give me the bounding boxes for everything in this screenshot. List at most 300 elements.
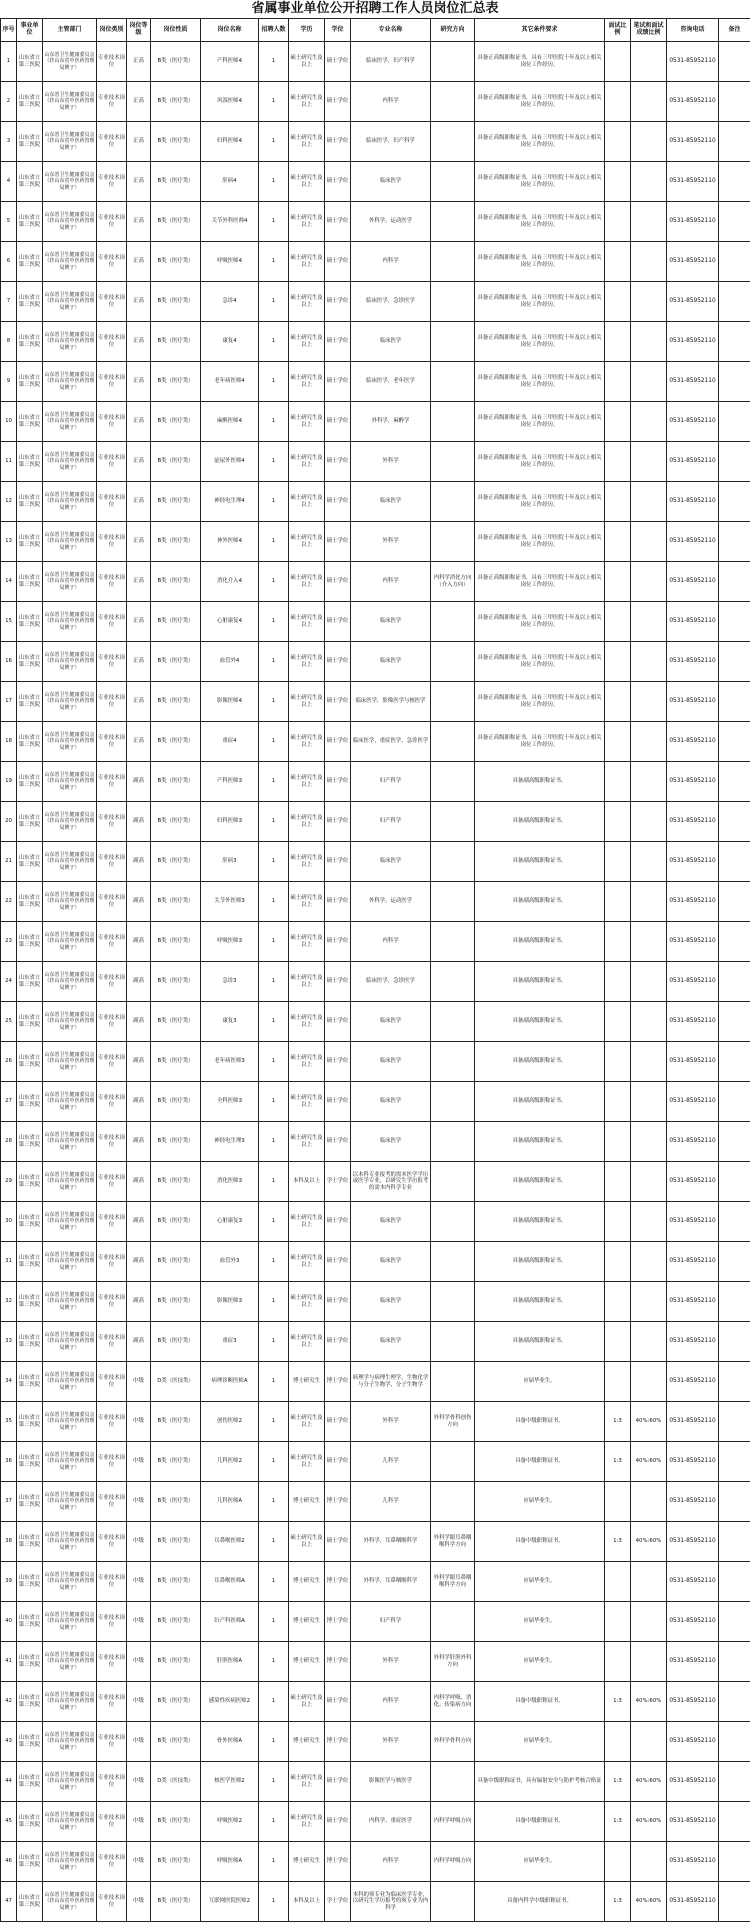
hire-count: 1 <box>259 1682 289 1722</box>
score-ratio <box>631 762 667 802</box>
education: 硕士研究生及以上 <box>289 1402 325 1442</box>
post-name: 妇产科医师A <box>201 1602 259 1642</box>
row-number: 42 <box>1 1682 17 1722</box>
hire-count: 1 <box>259 162 289 202</box>
score-ratio <box>631 802 667 842</box>
research-direction <box>431 482 475 522</box>
post-name: 产科医师3 <box>201 762 259 802</box>
department: 山东省卫生健康委员会（挂山东省中医药管理局牌子） <box>43 1002 97 1042</box>
hire-count: 1 <box>259 1042 289 1082</box>
research-direction <box>431 602 475 642</box>
post-level: 正高 <box>127 682 151 722</box>
major-name: 外科学，运动医学 <box>351 202 431 242</box>
post-level: 正高 <box>127 362 151 402</box>
education: 硕士研究生及以上 <box>289 1762 325 1802</box>
post-name: 呼吸医师A <box>201 1842 259 1882</box>
hire-count: 1 <box>259 322 289 362</box>
row-number: 24 <box>1 962 17 1002</box>
post-nature: B类（医疗类） <box>151 322 201 362</box>
degree: 学士学位 <box>325 1162 351 1202</box>
row-number: 46 <box>1 1842 17 1882</box>
header-cell: 学位 <box>325 19 351 42</box>
contact-phone: 0531-85952110 <box>667 1362 719 1402</box>
remark <box>719 1162 750 1202</box>
post-nature: B类（医疗类） <box>151 842 201 882</box>
education: 硕士研究生及以上 <box>289 882 325 922</box>
remark <box>719 42 750 82</box>
other-requirements: 应届毕业生。 <box>475 1722 605 1762</box>
interview-ratio <box>605 442 631 482</box>
contact-phone: 0531-85952110 <box>667 202 719 242</box>
post-level: 副高 <box>127 962 151 1002</box>
header-cell: 研究方向 <box>431 19 475 42</box>
department: 山东省卫生健康委员会（挂山东省中医药管理局牌子） <box>43 962 97 1002</box>
research-direction <box>431 1762 475 1802</box>
research-direction: 外科学骨科创伤方向 <box>431 1402 475 1442</box>
unit-name: 山东省立第三医院 <box>17 402 43 442</box>
score-ratio <box>631 1642 667 1682</box>
education: 硕士研究生及以上 <box>289 842 325 882</box>
post-name: 妇科医师4 <box>201 122 259 162</box>
score-ratio <box>631 1322 667 1362</box>
row-number: 9 <box>1 362 17 402</box>
major-name: 内科学 <box>351 82 431 122</box>
other-requirements: 具备正高级职称证书，具有三甲医院十年及以上相关岗位工作经历。 <box>475 482 605 522</box>
row-number: 20 <box>1 802 17 842</box>
score-ratio <box>631 122 667 162</box>
research-direction <box>431 1602 475 1642</box>
degree: 博士学位 <box>325 1602 351 1642</box>
row-number: 12 <box>1 482 17 522</box>
department: 山东省卫生健康委员会（挂山东省中医药管理局牌子） <box>43 362 97 402</box>
post-nature: B类（医疗类） <box>151 1882 201 1922</box>
contact-phone: 0531-85952110 <box>667 602 719 642</box>
contact-phone: 0531-85952110 <box>667 1562 719 1602</box>
unit-name: 山东省立第三医院 <box>17 682 43 722</box>
post-nature: B类（医疗类） <box>151 1842 201 1882</box>
post-nature: B类（医疗类） <box>151 682 201 722</box>
contact-phone: 0531-85952110 <box>667 1882 719 1922</box>
interview-ratio <box>605 602 631 642</box>
department: 山东省卫生健康委员会（挂山东省中医药管理局牌子） <box>43 922 97 962</box>
degree: 博士学位 <box>325 1842 351 1882</box>
post-level: 中级 <box>127 1482 151 1522</box>
degree: 硕士学位 <box>325 922 351 962</box>
post-name: 关节外医师3 <box>201 882 259 922</box>
major-name: 内科学，重症医学 <box>351 1802 431 1842</box>
major-name: 外科学，耳鼻咽喉科学 <box>351 1562 431 1602</box>
post-nature: B类（医疗类） <box>151 1242 201 1282</box>
research-direction <box>431 242 475 282</box>
post-level: 中级 <box>127 1882 151 1922</box>
post-level: 副高 <box>127 1042 151 1082</box>
other-requirements: 具备副高级职称证书。 <box>475 1322 605 1362</box>
contact-phone: 0531-85952110 <box>667 722 719 762</box>
post-nature: B类（医疗类） <box>151 1202 201 1242</box>
row-number: 30 <box>1 1202 17 1242</box>
research-direction <box>431 1162 475 1202</box>
unit-name: 山东省立第三医院 <box>17 362 43 402</box>
table-row <box>1 922 750 962</box>
header-cell: 备注 <box>719 19 750 42</box>
row-number: 25 <box>1 1002 17 1042</box>
other-requirements: 具备副高级职称证书。 <box>475 1002 605 1042</box>
degree: 硕士学位 <box>325 1122 351 1162</box>
post-category: 专业技术岗位 <box>97 122 127 162</box>
post-level: 正高 <box>127 122 151 162</box>
remark <box>719 1322 750 1362</box>
score-ratio <box>631 322 667 362</box>
header-cell: 学历 <box>289 19 325 42</box>
row-number: 31 <box>1 1242 17 1282</box>
table-row <box>1 722 750 762</box>
post-category: 专业技术岗位 <box>97 1762 127 1802</box>
post-level: 中级 <box>127 1722 151 1762</box>
table-row <box>1 962 750 1002</box>
hire-count: 1 <box>259 1802 289 1842</box>
degree: 硕士学位 <box>325 1082 351 1122</box>
other-requirements: 具备正高级职称证书，具有三甲医院十年及以上相关岗位工作经历。 <box>475 522 605 562</box>
research-direction: 内科学呼吸、消化、传染病方向 <box>431 1682 475 1722</box>
contact-phone: 0531-85952110 <box>667 1602 719 1642</box>
post-nature: B类（医疗类） <box>151 922 201 962</box>
table-row <box>1 1202 750 1242</box>
hire-count: 1 <box>259 402 289 442</box>
major-name: 临床医学 <box>351 162 431 202</box>
post-nature: B类（医疗类） <box>151 1162 201 1202</box>
header-cell: 咨询电话 <box>667 19 719 42</box>
contact-phone: 0531-85952110 <box>667 1482 719 1522</box>
interview-ratio <box>605 1562 631 1602</box>
post-name: 关节外科医师4 <box>201 202 259 242</box>
interview-ratio: 1:3 <box>605 1882 631 1922</box>
major-name: 临床医学 <box>351 602 431 642</box>
remark <box>719 82 750 122</box>
education: 硕士研究生及以上 <box>289 1082 325 1122</box>
row-number: 47 <box>1 1882 17 1922</box>
degree: 硕士学位 <box>325 882 351 922</box>
hire-count: 1 <box>259 1522 289 1562</box>
hire-count: 1 <box>259 482 289 522</box>
other-requirements: 具备正高级职称证书，具有三甲医院十年及以上相关岗位工作经历。 <box>475 42 605 82</box>
post-name: 心脏康复3 <box>201 1202 259 1242</box>
hire-count: 1 <box>259 962 289 1002</box>
hire-count: 1 <box>259 602 289 642</box>
post-name: 血管外3 <box>201 1242 259 1282</box>
unit-name: 山东省立第三医院 <box>17 1762 43 1802</box>
education: 硕士研究生及以上 <box>289 482 325 522</box>
education: 硕士研究生及以上 <box>289 202 325 242</box>
row-number: 18 <box>1 722 17 762</box>
department: 山东省卫生健康委员会（挂山东省中医药管理局牌子） <box>43 242 97 282</box>
post-level: 正高 <box>127 482 151 522</box>
contact-phone: 0531-85952110 <box>667 882 719 922</box>
header-cell: 面试比例 <box>605 19 631 42</box>
major-name: 影像医学与核医学 <box>351 1762 431 1802</box>
hire-count: 1 <box>259 42 289 82</box>
other-requirements: 应届毕业生。 <box>475 1482 605 1522</box>
row-number: 40 <box>1 1602 17 1642</box>
other-requirements: 具备副高级职称证书。 <box>475 1122 605 1162</box>
table-row <box>1 1122 750 1162</box>
unit-name: 山东省立第三医院 <box>17 962 43 1002</box>
contact-phone: 0531-85952110 <box>667 1282 719 1322</box>
other-requirements: 应届毕业生。 <box>475 1642 605 1682</box>
unit-name: 山东省立第三医院 <box>17 122 43 162</box>
score-ratio <box>631 962 667 1002</box>
degree: 硕士学位 <box>325 482 351 522</box>
interview-ratio: 1:3 <box>605 1522 631 1562</box>
degree: 硕士学位 <box>325 162 351 202</box>
interview-ratio <box>605 282 631 322</box>
row-number: 27 <box>1 1082 17 1122</box>
research-direction <box>431 202 475 242</box>
interview-ratio <box>605 1042 631 1082</box>
post-name: 呼吸医师2 <box>201 1802 259 1842</box>
unit-name: 山东省立第三医院 <box>17 82 43 122</box>
unit-name: 山东省立第三医院 <box>17 282 43 322</box>
post-name: 泌尿外医师4 <box>201 442 259 482</box>
department: 山东省卫生健康委员会（挂山东省中医药管理局牌子） <box>43 1762 97 1802</box>
row-number: 7 <box>1 282 17 322</box>
contact-phone: 0531-85952110 <box>667 762 719 802</box>
score-ratio <box>631 42 667 82</box>
interview-ratio <box>605 762 631 802</box>
other-requirements: 具备正高级职称证书，具有三甲医院十年及以上相关岗位工作经历。 <box>475 642 605 682</box>
research-direction <box>431 1002 475 1042</box>
row-number: 8 <box>1 322 17 362</box>
contact-phone: 0531-85952110 <box>667 1442 719 1482</box>
table-row <box>1 482 750 522</box>
remark <box>719 842 750 882</box>
score-ratio <box>631 82 667 122</box>
header-cell: 事业单位 <box>17 19 43 42</box>
unit-name: 山东省立第三医院 <box>17 1122 43 1162</box>
post-name: 影像医师3 <box>201 1282 259 1322</box>
interview-ratio <box>605 42 631 82</box>
row-number: 23 <box>1 922 17 962</box>
contact-phone: 0531-85952110 <box>667 1322 719 1362</box>
education: 博士研究生 <box>289 1602 325 1642</box>
post-level: 正高 <box>127 82 151 122</box>
education: 博士研究生 <box>289 1842 325 1882</box>
degree: 硕士学位 <box>325 1002 351 1042</box>
table-row <box>1 1242 750 1282</box>
score-ratio <box>631 1082 667 1122</box>
table-row <box>1 882 750 922</box>
interview-ratio <box>605 1242 631 1282</box>
post-nature: B类（医疗类） <box>151 1322 201 1362</box>
contact-phone: 0531-85952110 <box>667 482 719 522</box>
other-requirements: 具备正高级职称证书，具有三甲医院十年及以上相关岗位工作经历。 <box>475 82 605 122</box>
score-ratio <box>631 482 667 522</box>
research-direction <box>431 922 475 962</box>
contact-phone: 0531-85952110 <box>667 122 719 162</box>
degree: 硕士学位 <box>325 122 351 162</box>
unit-name: 山东省立第三医院 <box>17 922 43 962</box>
score-ratio <box>631 202 667 242</box>
other-requirements: 具备正高级职称证书，具有三甲医院十年及以上相关岗位工作经历。 <box>475 362 605 402</box>
other-requirements: 具备正高级职称证书，具有三甲医院十年及以上相关岗位工作经历。 <box>475 602 605 642</box>
other-requirements: 具备正高级职称证书，具有三甲医院十年及以上相关岗位工作经历。 <box>475 162 605 202</box>
other-requirements: 具备副高级职称证书。 <box>475 842 605 882</box>
interview-ratio <box>605 162 631 202</box>
post-nature: B类（医疗类） <box>151 1722 201 1762</box>
post-name: 呼吸医师4 <box>201 242 259 282</box>
contact-phone: 0531-85952110 <box>667 242 719 282</box>
contact-phone: 0531-85952110 <box>667 1842 719 1882</box>
other-requirements: 具备内科学中级职称证书。 <box>475 1882 605 1922</box>
department: 山东省卫生健康委员会（挂山东省中医药管理局牌子） <box>43 1802 97 1842</box>
post-category: 专业技术岗位 <box>97 1442 127 1482</box>
score-ratio <box>631 642 667 682</box>
department: 山东省卫生健康委员会（挂山东省中医药管理局牌子） <box>43 1322 97 1362</box>
post-level: 副高 <box>127 802 151 842</box>
unit-name: 山东省立第三医院 <box>17 1562 43 1602</box>
contact-phone: 0531-85952110 <box>667 1162 719 1202</box>
hire-count: 1 <box>259 722 289 762</box>
education: 硕士研究生及以上 <box>289 1682 325 1722</box>
post-category: 专业技术岗位 <box>97 362 127 402</box>
header-cell: 专业名称 <box>351 19 431 42</box>
unit-name: 山东省立第三医院 <box>17 1802 43 1842</box>
interview-ratio <box>605 1722 631 1762</box>
hire-count: 1 <box>259 1602 289 1642</box>
row-number: 15 <box>1 602 17 642</box>
major-name: 临床医学 <box>351 322 431 362</box>
contact-phone: 0531-85952110 <box>667 522 719 562</box>
post-category: 专业技术岗位 <box>97 762 127 802</box>
post-level: 中级 <box>127 1682 151 1722</box>
post-nature: B类（医疗类） <box>151 1682 201 1722</box>
score-ratio <box>631 1282 667 1322</box>
research-direction <box>431 722 475 762</box>
post-category: 专业技术岗位 <box>97 1682 127 1722</box>
post-level: 正高 <box>127 242 151 282</box>
remark <box>719 1682 750 1722</box>
education: 博士研究生 <box>289 1642 325 1682</box>
hire-count: 1 <box>259 1082 289 1122</box>
row-number: 38 <box>1 1522 17 1562</box>
post-name: 互联网医院医师2 <box>201 1882 259 1922</box>
remark <box>719 362 750 402</box>
post-level: 副高 <box>127 922 151 962</box>
table-row <box>1 402 750 442</box>
education: 硕士研究生及以上 <box>289 802 325 842</box>
post-level: 正高 <box>127 722 151 762</box>
hire-count: 1 <box>259 882 289 922</box>
post-category: 专业技术岗位 <box>97 682 127 722</box>
hire-count: 1 <box>259 1362 289 1402</box>
score-ratio: 40%:60% <box>631 1762 667 1802</box>
score-ratio <box>631 1482 667 1522</box>
contact-phone: 0531-85952110 <box>667 1042 719 1082</box>
contact-phone: 0531-85952110 <box>667 1802 719 1842</box>
major-name: 临床医学，影像医学与核医学 <box>351 682 431 722</box>
score-ratio <box>631 882 667 922</box>
hire-count: 1 <box>259 1162 289 1202</box>
degree: 硕士学位 <box>325 962 351 1002</box>
row-number: 16 <box>1 642 17 682</box>
hire-count: 1 <box>259 522 289 562</box>
unit-name: 山东省立第三医院 <box>17 1482 43 1522</box>
post-category: 专业技术岗位 <box>97 842 127 882</box>
major-name: 外科学，麻醉学 <box>351 402 431 442</box>
score-ratio <box>631 1122 667 1162</box>
unit-name: 山东省立第三医院 <box>17 522 43 562</box>
department: 山东省卫生健康委员会（挂山东省中医药管理局牌子） <box>43 1202 97 1242</box>
header-cell: 笔试和面试成绩比例 <box>631 19 667 42</box>
department: 山东省卫生健康委员会（挂山东省中医药管理局牌子） <box>43 122 97 162</box>
remark <box>719 1762 750 1802</box>
education: 硕士研究生及以上 <box>289 1242 325 1282</box>
table-row <box>1 1002 750 1042</box>
degree: 硕士学位 <box>325 602 351 642</box>
remark <box>719 1882 750 1922</box>
score-ratio <box>631 1362 667 1402</box>
degree: 硕士学位 <box>325 1442 351 1482</box>
post-category: 专业技术岗位 <box>97 1402 127 1442</box>
post-category: 专业技术岗位 <box>97 1722 127 1762</box>
post-nature: B类（医疗类） <box>151 802 201 842</box>
post-name: 儿科医师2 <box>201 1442 259 1482</box>
table-row <box>1 682 750 722</box>
table-row <box>1 202 750 242</box>
post-nature: B类（医疗类） <box>151 82 201 122</box>
major-name: 临床医学 <box>351 1042 431 1082</box>
unit-name: 山东省立第三医院 <box>17 602 43 642</box>
score-ratio <box>631 1042 667 1082</box>
post-name: 全科医师3 <box>201 1082 259 1122</box>
hire-count: 1 <box>259 1322 289 1362</box>
score-ratio <box>631 362 667 402</box>
major-name: 以本科专业报考的需本医学学历或医学专业，以研究生学历报考的需本内科学专业 <box>351 1162 431 1202</box>
post-category: 专业技术岗位 <box>97 242 127 282</box>
education: 硕士研究生及以上 <box>289 962 325 1002</box>
interview-ratio: 1:3 <box>605 1442 631 1482</box>
research-direction <box>431 522 475 562</box>
other-requirements: 具备正高级职称证书，具有三甲医院十年及以上相关岗位工作经历。 <box>475 122 605 162</box>
education: 硕士研究生及以上 <box>289 242 325 282</box>
post-level: 副高 <box>127 1082 151 1122</box>
post-nature: B类（医疗类） <box>151 1602 201 1642</box>
row-number: 21 <box>1 842 17 882</box>
post-level: 副高 <box>127 882 151 922</box>
degree: 硕士学位 <box>325 1802 351 1842</box>
post-name: 肝胆医师A <box>201 1642 259 1682</box>
education: 硕士研究生及以上 <box>289 322 325 362</box>
interview-ratio <box>605 122 631 162</box>
post-name: 神经电生理3 <box>201 1122 259 1162</box>
unit-name: 山东省立第三医院 <box>17 42 43 82</box>
hire-count: 1 <box>259 842 289 882</box>
education: 硕士研究生及以上 <box>289 602 325 642</box>
contact-phone: 0531-85952110 <box>667 922 719 962</box>
research-direction: 外科学肝胆外科方向 <box>431 1642 475 1682</box>
table-row <box>1 1762 750 1802</box>
other-requirements: 具备副高级职称证书。 <box>475 922 605 962</box>
hire-count: 1 <box>259 1882 289 1922</box>
post-nature: B类（医疗类） <box>151 1042 201 1082</box>
post-category: 专业技术岗位 <box>97 1042 127 1082</box>
post-nature: B类（医疗类） <box>151 602 201 642</box>
row-number: 1 <box>1 42 17 82</box>
post-nature: B类（医疗类） <box>151 1442 201 1482</box>
post-level: 正高 <box>127 402 151 442</box>
row-number: 11 <box>1 442 17 482</box>
education: 博士研究生 <box>289 1362 325 1402</box>
hire-count: 1 <box>259 1402 289 1442</box>
